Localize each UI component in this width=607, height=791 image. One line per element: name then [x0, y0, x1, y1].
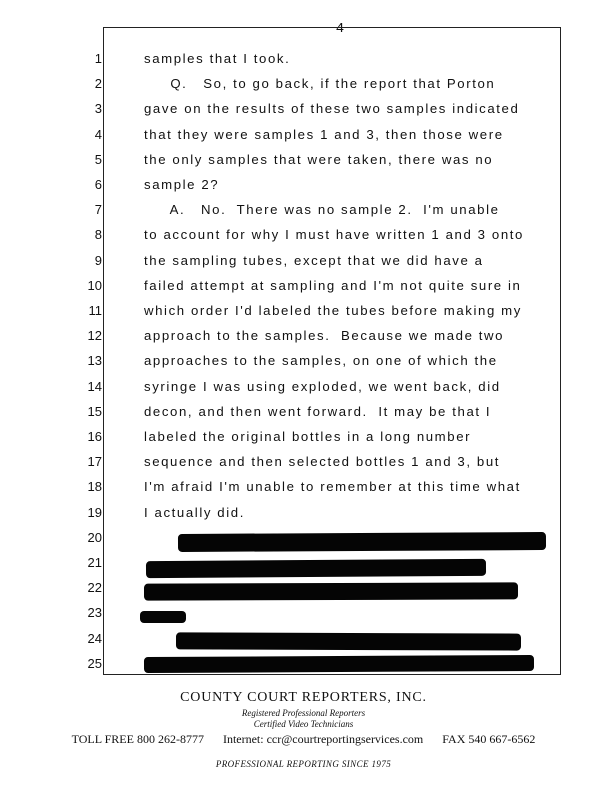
line-text: to account for why I must have written 1 and 3 onto	[144, 227, 524, 242]
toll-free-number: TOLL FREE 800 262-8777	[71, 732, 204, 746]
line-text: the only samples that were taken, there was no	[144, 152, 494, 167]
line-text: approaches to the samples, on one of which the	[144, 353, 498, 368]
line-text: decon, and then went forward. It may be that I	[144, 404, 492, 419]
line-text: sample 2?	[144, 177, 220, 192]
redaction-bar	[144, 582, 518, 600]
tagline: PROFESSIONAL REPORTING SINCE 1975	[215, 759, 392, 769]
line-text: syringe I was using exploded, we went back, did	[144, 379, 501, 394]
line-text: which order I'd labeled the tubes before making my	[144, 303, 522, 318]
line-text: gave on the results of these two samples indicated	[144, 101, 520, 116]
line-number: 21	[87, 555, 102, 570]
line-text: approach to the samples. Because we made two	[144, 328, 505, 343]
line-text: Q. So, to go back, if the report that Porton	[144, 76, 496, 91]
line-text: I actually did.	[144, 505, 245, 520]
line-number: 13	[87, 353, 102, 368]
line-text: samples that I took.	[144, 51, 291, 66]
line-number: 18	[87, 479, 102, 494]
redaction-bar	[178, 532, 546, 552]
company-name: COUNTY COURT REPORTERS, INC.	[180, 690, 427, 705]
internet-address: Internet: ccr@courtreportingservices.com	[222, 732, 424, 746]
line-number: 10	[87, 278, 102, 293]
line-text: sequence and then selected bottles 1 and 3, but	[144, 454, 501, 469]
line-number: 25	[87, 656, 102, 671]
fax-number: FAX 540 667-6562	[442, 732, 536, 746]
redaction-bar	[176, 632, 521, 650]
line-number: 19	[87, 505, 102, 520]
line-text: A. No. There was no sample 2. I'm unable	[144, 202, 500, 217]
line-text: labeled the original bottles in a long number	[144, 429, 472, 444]
line-number: 16	[87, 429, 102, 444]
line-number: 3	[94, 101, 102, 116]
line-number: 9	[94, 253, 102, 268]
page-number: 4	[335, 21, 345, 37]
line-number: 12	[87, 328, 102, 343]
redaction-bar	[140, 611, 186, 623]
line-text: failed attempt at sampling and I'm not quite sure in	[144, 278, 522, 293]
line-text: the sampling tubes, except that we did have a	[144, 253, 484, 268]
contact-line	[0, 732, 607, 747]
line-number: 22	[87, 580, 102, 595]
line-number: 7	[94, 202, 102, 217]
line-number: 11	[88, 303, 102, 318]
line-number: 23	[87, 605, 102, 620]
redaction-bar	[144, 655, 534, 673]
line-number: 4	[94, 127, 102, 142]
redaction-bar	[146, 559, 486, 578]
company-subtitle: Registered Professional Reporters	[241, 708, 366, 718]
line-number: 1	[94, 51, 102, 66]
company-subtitle: Certified Video Technicians	[253, 719, 354, 729]
line-number: 5	[94, 152, 102, 167]
line-text: that they were samples 1 and 3, then those were	[144, 127, 504, 142]
line-number: 14	[87, 379, 102, 394]
line-number: 2	[94, 76, 102, 91]
line-number: 24	[87, 631, 102, 646]
line-number: 8	[94, 227, 102, 242]
line-number: 15	[87, 404, 102, 419]
line-number: 20	[87, 530, 102, 545]
line-text: I'm afraid I'm unable to remember at this time what	[144, 479, 521, 494]
line-number: 17	[87, 454, 102, 469]
line-number: 6	[94, 177, 102, 192]
